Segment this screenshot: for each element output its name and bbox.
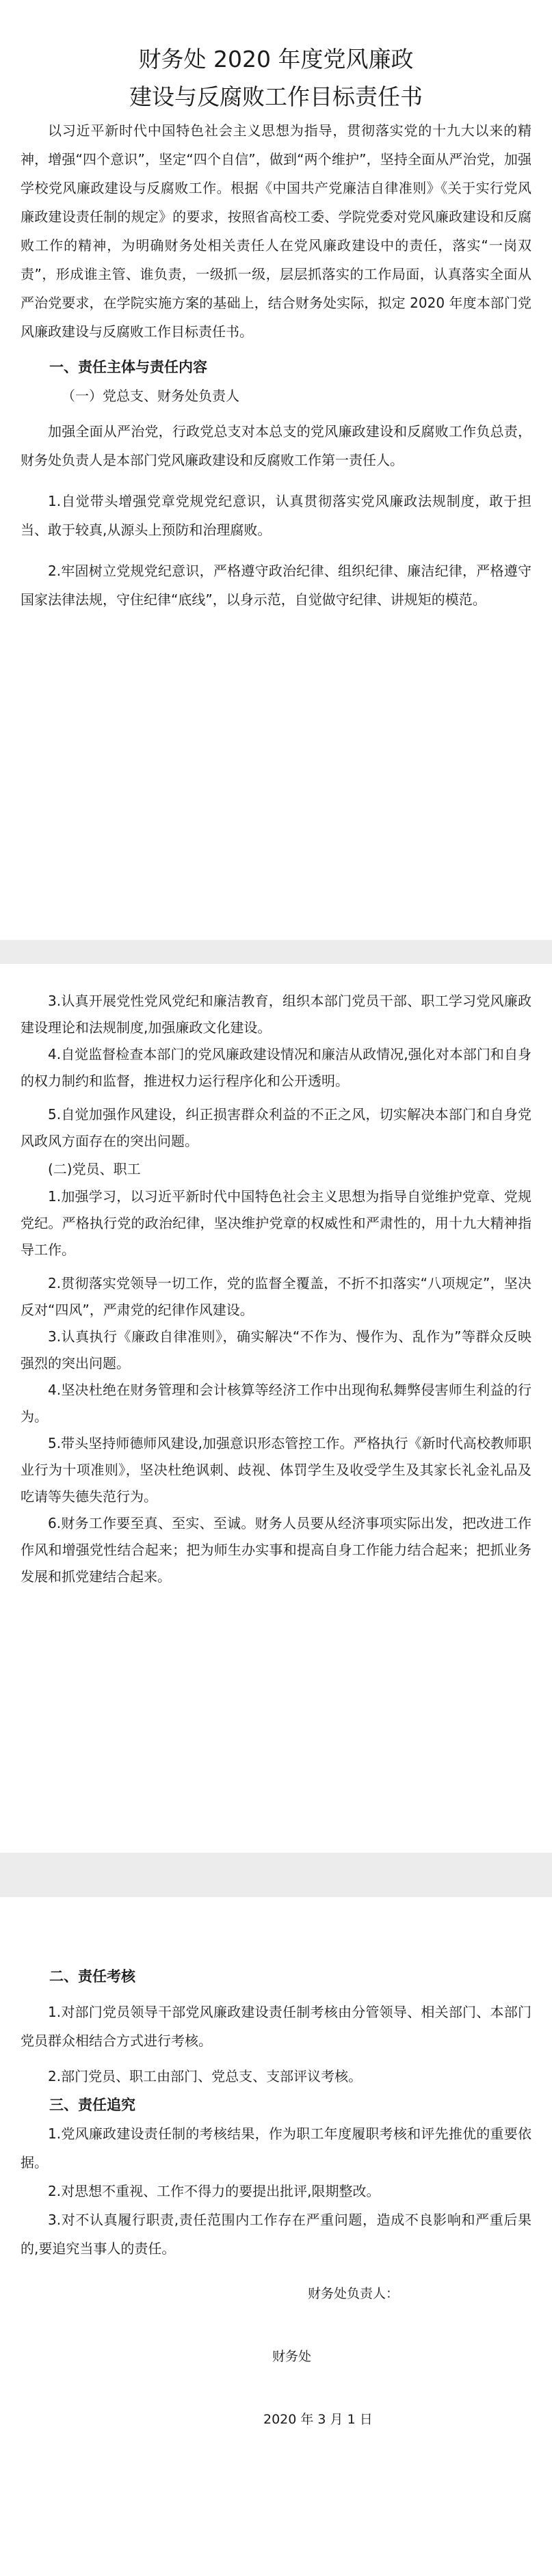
section-1-sub-1-item-1: 1.自觉带头增强党章党规党纪意识，认真贯彻落实党风廉政法规制度，敢于担当、敢于较真,从源头上预防和治理腐败。 xyxy=(21,493,531,538)
section-3-heading: 三、责任追究 xyxy=(49,2097,135,2113)
section-1-sub-1-lead: 加强全面从严治党，行政党总支对本总支的党风廉政建设和反腐败工作负总责，财务处负责人是本部门党风廉政建设和反腐败工作第一责任人。 xyxy=(21,423,531,468)
section-1-sub-2-item-3: 3.认真执行《廉政自律准则》，确实解决“不作为、慢作为、乱作为”等群众反映强烈的突出问题。 xyxy=(21,1328,531,1371)
signature-organization: 财务处 xyxy=(272,2349,312,2364)
section-1-sub-1-item-4: 4.自觉监督检查本部门的党风廉政建设情况和廉洁从政情况,强化对本部门和自身的权力制约和监督，推进权力运行程序化和公开透明。 xyxy=(21,1046,531,1089)
document-title-line-1: 财务处 2020 年度党风廉政 xyxy=(138,46,414,72)
document-title-line-2: 建设与反腐败工作目标责任书 xyxy=(129,83,423,110)
signature-responsible-person: 财务处负责人： xyxy=(308,2286,399,2301)
section-1-sub-2-item-1: 1.加强学习，以习近平新时代中国特色社会主义思想为指导自觉维护党章、党规党纪。严格执行党的政治纪律，坚决维护党章的权威性和严肃性的，用十九大精神指导工作。 xyxy=(21,1188,531,1258)
section-2-item-2: 2.部门党员、职工由部门、党总支、支部评议考核。 xyxy=(48,2068,363,2084)
section-1-sub-1-item-2: 2.牢固树立党规党纪意识，严格遵守政治纪律、组织纪律、廉洁纪律，严格遵守国家法律法规，守住纪律“底线”，以身示范，自觉做守纪律、讲规矩的模范。 xyxy=(21,563,531,608)
section-3-item-2: 2.对思想不重视、工作不得力的要提出批评,限期整改。 xyxy=(48,2183,380,2199)
section-2-item-1: 1.对部门党员领导干部党风廉政建设责任制考核由分管领导、相关部门、本部门党员群众相结合方式进行考核。 xyxy=(21,2004,531,2049)
section-1-sub-2-item-5: 5.带头坚持师德师风建设,加强意识形态管控工作。严格执行《新时代高校教师职业行为十项准则》，坚决杜绝讽刺、歧视、体罚学生及收受学生及其家长礼金礼品及吃请等失德失范行为。 xyxy=(21,1435,531,1505)
section-1-sub-2-item-6: 6.财务工作要至真、至实、至诚。财务人员要从经济事项实际出发，把改进工作作风和增强党性结合起来；把为师生办实事和提高自身工作能力结合起来；把抓业务发展和抓党建结合起来。 xyxy=(21,1515,531,1585)
section-1-sub-1-heading: （一）党总支、财务处负责人 xyxy=(62,388,239,404)
section-1-sub-1-item-5: 5.自觉加强作风建设，纠正损害群众利益的不正之风，切实解决本部门和自身党风政风方面存在的突出问题。 xyxy=(21,1106,531,1149)
document-page-2 xyxy=(0,964,552,1853)
section-2-heading: 二、责任考核 xyxy=(49,1968,135,1985)
document-page-3 xyxy=(0,1897,552,2576)
section-3-item-3: 3.对不认真履行职责,责任范围内工作存在严重问题，造成不良影响和严重后果的,要追究当事人的责任。 xyxy=(21,2212,531,2257)
section-1-sub-2-heading: (二)党员、职工 xyxy=(48,1161,141,1177)
section-3-item-1: 1.党风廉政建设责任制的考核结果，作为职工年度履职考核和评先推优的重要依据。 xyxy=(21,2125,531,2171)
signature-date: 2020 年 3 月 1 日 xyxy=(263,2412,373,2427)
section-1-sub-2-item-4: 4.坚决杜绝在财务管理和会计核算等经济工作中出现徇私舞弊侵害师生利益的行为。 xyxy=(21,1382,531,1425)
section-1-sub-1-item-3: 3.认真开展党性党风党纪和廉洁教育，组织本部门党员干部、职工学习党风廉政建设理论和法规制度,加强廉政文化建设。 xyxy=(21,993,531,1036)
intro-paragraph: 以习近平新时代中国特色社会主义思想为指导，贯彻落实党的十九大以来的精神，增强“四个意识”，坚定“四个自信”，做到“两个维护”，坚持全面从严治党，加强学校党风廉政建设与反腐败工作。根据《中国共产党廉洁自律准则》《关于实行党风廉政建设责任制的规定》的要求，按照省高校工委、学院党委对党风廉政建设和反腐败工作的精神，为明确财务处相关责任人在党风廉政建设中的责任，落实“一岗双责”，形成谁主管、谁负责，一级抓一级，层层抓落实的工作局面，认真落实全面从严治党要求，在学院实施方案的基础上，结合财务处实际，拟定 2020 年度本部门党风廉政建设与反腐败工作目标责任书。 xyxy=(21,122,531,340)
section-1-sub-2-item-2: 2.贯彻落实党领导一切工作，党的监督全覆盖，不折不扣落实“八项规定”，坚决反对“四风”，严肃党的纪律作风建设。 xyxy=(21,1275,531,1318)
section-1-heading: 一、责任主体与责任内容 xyxy=(49,359,207,375)
document-page-1 xyxy=(0,0,552,940)
